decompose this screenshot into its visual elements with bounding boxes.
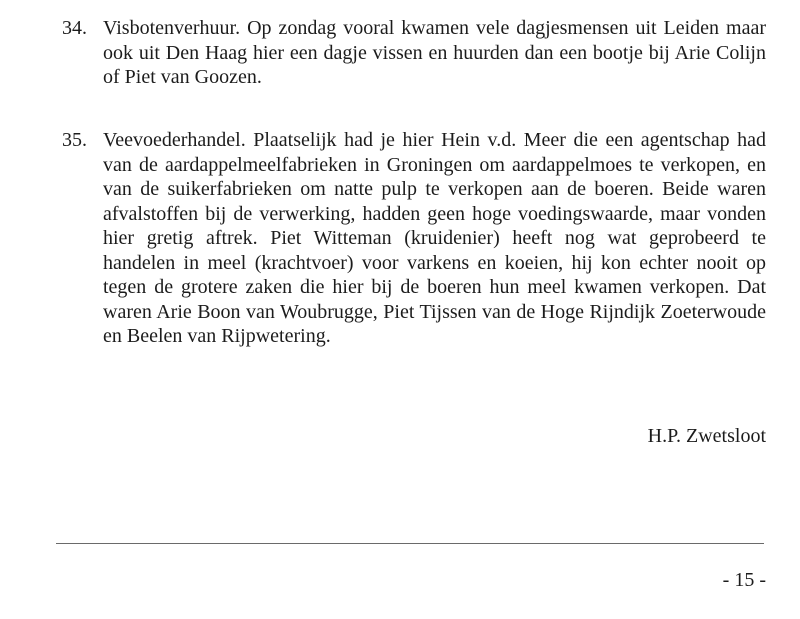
item-number: 34. (62, 17, 87, 39)
page-number: - 15 - (722, 569, 766, 591)
list-item-35 (62, 128, 766, 349)
list-item-34 (62, 16, 766, 90)
author-signature: H.P. Zwetsloot (647, 425, 766, 447)
item-text: Visbotenverhuur. Op zondag vooral kwamen vele dagjesmensen uit Leiden maar ook uit Den Haag hier een dagje vissen en huurden dan een bootje bij Arie Colijn of Piet van Goozen. (103, 17, 766, 88)
item-text: Veevoederhandel. Plaatselijk had je hier Hein v.d. Meer die een agentschap had van de aardappelmeelfabrieken in Groningen om aardappelmoes te verkopen, en van de suikerfabrieken om natte pulp te verkopen aan de boeren. Beide waren afvalstoffen bij de verwerking, hadden geen hoge voedingswaarde, maar vonden hier gretig aftrek. Piet Witteman (kruidenier) heeft nog wat geprobeerd te handelen in meel (krachtvoer) voor varkens en koeien, hij kon echter nooit op tegen de grotere zaken die hier bij de boeren hun meel kwamen verkopen. Dat waren Arie Boon van Woubrugge, Piet Tijssen van de Hoge Rijndijk Zoeterwoude en Beelen van Rijpwetering. (103, 129, 766, 347)
footer-divider (56, 543, 764, 544)
item-number: 35. (62, 129, 87, 151)
